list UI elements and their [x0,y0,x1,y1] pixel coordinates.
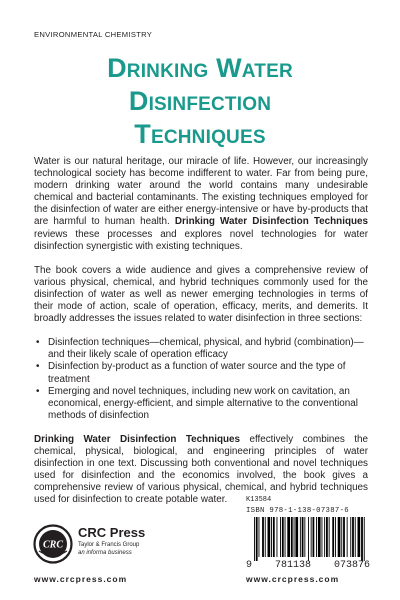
book-title-inline: Drinking Water Disinfection Techniques [174,216,368,228]
barcode-bar [335,517,336,557]
title-line-1: Drinking Water [107,53,293,83]
topic-list [34,337,368,422]
barcode-bar [313,517,315,557]
bullet-icon: • [36,385,40,397]
barcode-bar [322,517,323,557]
barcode-bar [294,517,295,557]
barcode-bar [341,517,342,557]
barcode-bar [259,517,260,557]
barcode-bar [277,517,278,557]
barcode-bar [347,517,348,557]
list-item: • Emerging and novel techniques, including new work on cavitation, an economical, energy-efficient, and simple alternative to the conventional methods of disinfection [36,385,358,421]
series-label: ENVIRONMENTAL CHEMISTRY [34,30,153,39]
barcode-bar [271,517,272,557]
barcode-bar [361,517,363,561]
bullet-icon: • [36,361,40,373]
barcode-bar [332,517,334,557]
barcode-bar [364,517,365,561]
barcode-bar [318,517,321,557]
publisher-tagline: an informa business [78,550,132,556]
barcode-bar [268,517,271,557]
title-line-2: Disinfection [128,86,272,116]
barcode-bar [304,517,305,557]
barcode-bar [352,517,354,557]
paragraph-coverage: The book covers a wide audience and gives a comprehensive review of various physical, chemical, and hybrid techniques commonly used for the disinfection of water as well as newer emerging technologies in terms of their mode of action, scale of operation, efficacy, merits, and demerits. It broadly addresses the issues related to water disinfection in three sections: [34,264,368,325]
list-item: • Disinfection by-product as a function of water source and the type of treatment [36,361,346,385]
book-title [0,52,400,151]
title-line-3: Techniques [134,119,266,149]
barcode-bar [256,517,258,561]
barcode-bar [338,517,341,557]
barcode-bar [254,517,255,561]
barcode-bar [273,517,275,557]
barcode-bar [262,517,264,557]
list-item: • Disinfection techniques—chemical, physical, and hybrid (combination)—and their likely scale of operation efficacy [36,337,364,361]
barcode-bar [316,517,317,557]
barcode-digit-right: 073876 [333,560,370,571]
barcode-digit-left: 781138 [274,560,311,571]
barcode-bar [287,517,290,557]
barcode-bar [295,517,298,557]
paragraph-intro: Water is our natural heritage, our miracle of life. However, our increasingly technological society has become indifferent to water. Far from being pure, modern drinking water around the world contains many undesirable chemical and bacterial contaminants. The existing techniques employed for the disinfection of water are either energy-intensive or have by-products that are harmful to human health. Drinking Water Disinfection Techniques reviews these processes and explores novel technologies for water disinfection synergistic with existing techniques. [34,156,368,252]
description [34,156,368,518]
barcode-bar [291,517,293,557]
publisher-name: CRC Press [78,525,146,540]
book-title-inline: Drinking Water Disinfection Techniques [34,433,241,445]
publisher-group: Taylor & Francis Group [78,542,140,548]
product-code: K13584 [246,496,272,504]
barcode-bar [282,517,284,557]
barcode-bar [358,517,361,557]
barcode-icon [246,517,370,561]
barcode-block [246,496,374,571]
barcode-bar [329,517,330,557]
barcode-bar [302,517,304,557]
bullet-icon: • [36,337,40,349]
crc-logo-icon [33,524,73,564]
barcode-bar [350,517,351,557]
barcode-url[interactable]: www.crcpress.com [246,574,340,584]
barcode-digits [246,560,370,571]
barcode-bar [324,517,325,557]
isbn-label: ISBN 978-1-138-07387-6 [246,507,349,515]
barcode-bar [355,517,356,557]
paragraph-summary: Drinking Water Disinfection Techniques effectively combines the chemical, physical, biological, and engineering principles of water disinfection in one text. Discussing both conventional and novel techniques used for disinfection and the economics involved, the book gives a comprehensive review of various physical, chemical, and hybrid techniques used for disinfection to create potable water. [34,433,369,506]
barcode-bar [326,517,328,557]
barcode-bar [265,517,266,557]
barcode-bar [300,517,301,557]
barcode-bar [280,517,281,557]
barcode-bar [308,517,309,561]
barcode-bar [311,517,312,557]
publisher-url[interactable]: www.crcpress.com [34,574,128,584]
svg-text:CRC: CRC [42,539,64,551]
barcode-bar [285,517,286,557]
barcode-bar [343,517,345,557]
barcode-digit-prefix: 9 [246,560,253,571]
